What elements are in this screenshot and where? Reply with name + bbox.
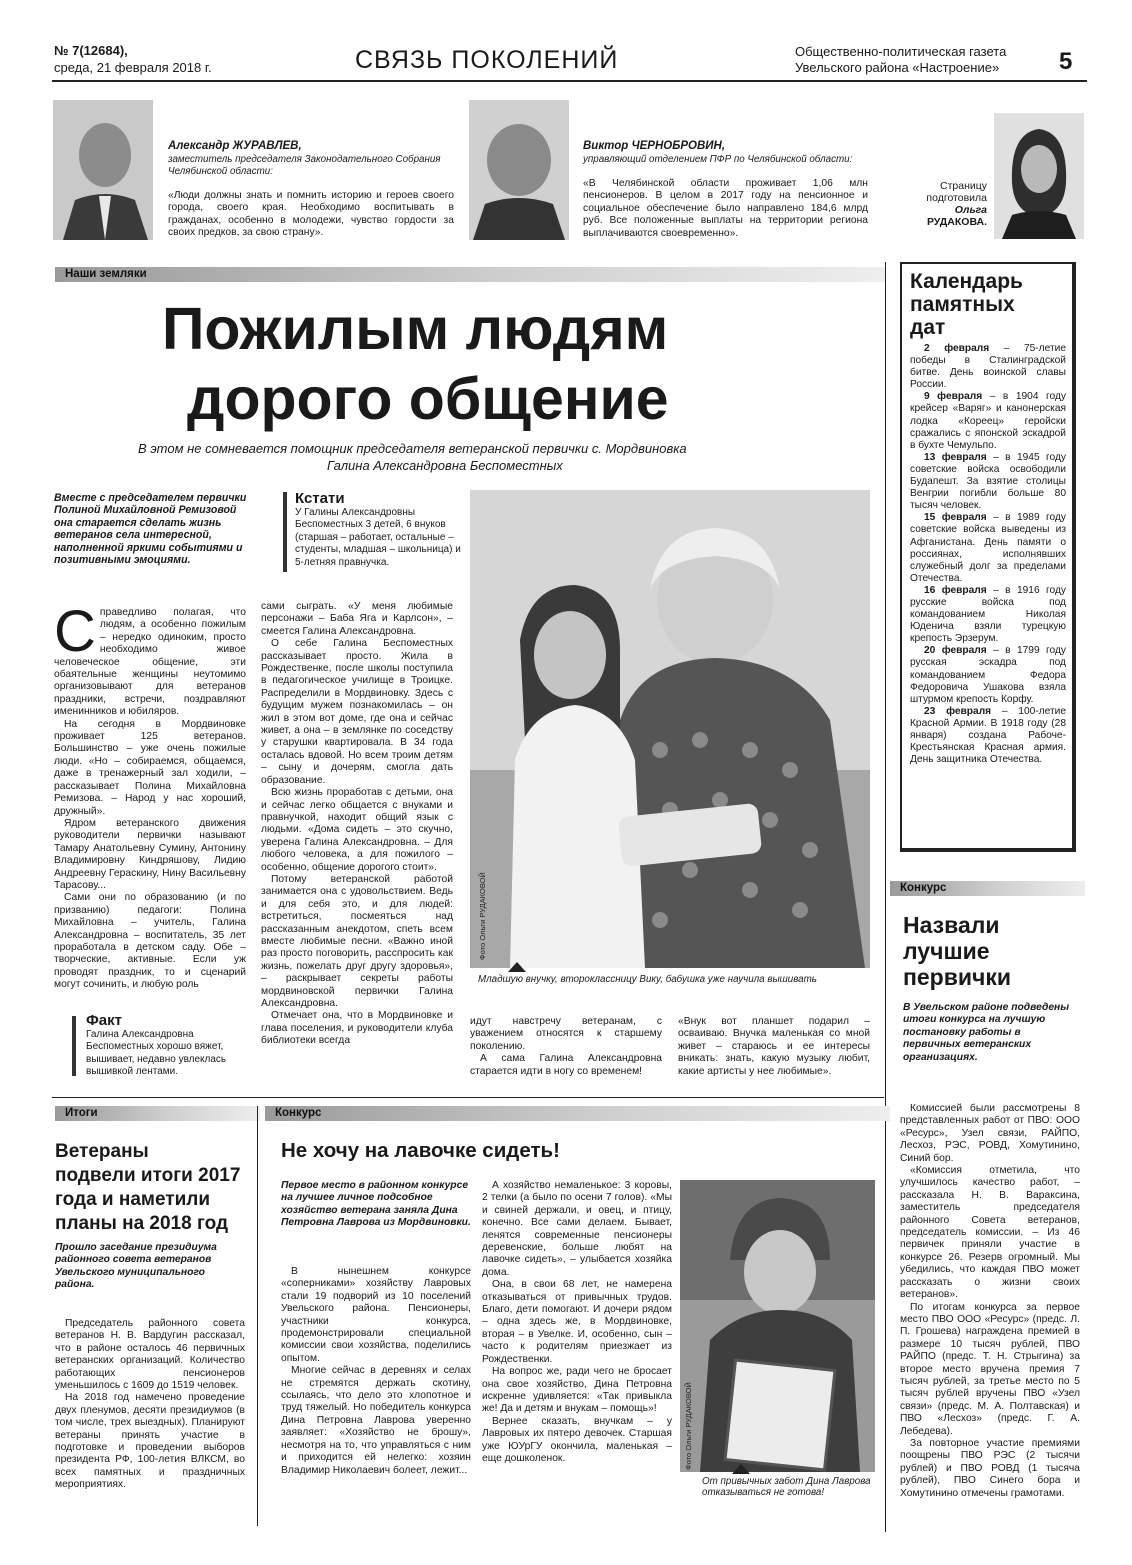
- lavrova-photo-caption: [702, 1476, 877, 1498]
- calendar-entry: 15 февраля – в 1989 году советские войска выведены из Афганистана. День памяти о россиянах, исполнявших служебный долг за пределами Отечества.: [910, 512, 1066, 584]
- main-col2-p2: О себе Галина Беспоместных рассказывает просто. Жила в Рождественке, после школы поступила в педагогическое училище в Троицке. Распределили в Мордвиновку. Здесь с будущим мужем познакомилась – он жил в этом вот доме, где она и сейчас живет, а она – в землянке по соседству у старушки квартировала. В 34 года осталась вдовой. Но всем троим детям – сыну и дочерям, смогла дать образование.: [261, 638, 453, 786]
- konkurs-bottom-col2-p3: На вопрос же, ради чего не бросает она свое хозяйство, Дина Петровна искренне удивляется: «Так привыкла же! Да и детям и внукам – помощь»!: [482, 1366, 672, 1415]
- main-col3-p2: А сама Галина Александровна старается идти в ногу со временем!: [470, 1053, 662, 1077]
- main-rubric: Наши земляки: [55, 267, 885, 282]
- calendar-title-line3: дат: [910, 316, 946, 339]
- itogi-lead: Прошло заседание президиума районного совета ветеранов Увельского муниципального района.: [55, 1242, 217, 1291]
- konkurs-right-p4: За повторное участие премиями поощрены ПВО РЭС (2 тысячи рублей) и ПВО РОВД (1 тысяча рублей), ПВО Синего бора и Хомутинино отмечены грамотами.: [900, 1437, 1080, 1499]
- main-subtitle-line2: Галина Александровна Беспоместных: [327, 458, 563, 473]
- main-column-4: [678, 1016, 870, 1078]
- konkurs-bottom-col1: [281, 1266, 471, 1477]
- issue-date: среда, 21 февраля 2018 г.: [54, 60, 212, 75]
- right-column-rule: [885, 262, 886, 1532]
- calendar-entry: 2 февраля – 75-летие победы в Сталинградской битве. День воинской славы России.: [910, 343, 1066, 391]
- fact-rule: [72, 1016, 76, 1076]
- main-photo: [470, 490, 870, 968]
- lavrova-photo: [680, 1180, 875, 1472]
- main-column-3: [470, 1016, 662, 1078]
- main-column-1: [54, 599, 246, 992]
- main-subtitle-line1: В этом не сомневается помощник председателя ветеранской первички с. Мордвиновка: [138, 441, 687, 456]
- issue-number: № 7(12684),: [54, 43, 128, 58]
- editor-name2: РУДАКОВА.: [926, 216, 987, 228]
- editor-credit: [905, 180, 987, 228]
- main-col2-p3: Всю жизнь проработав с детьми, она и сейчас легко общается с внуками и правнучкой, находит общий язык с людьми. «Дома сидеть – это скучно, уверена Галина Александровна. – Для любого человека, а для пожилого – особенно, общение дорогого стоит».: [261, 787, 453, 873]
- portrait-rudakova: [994, 113, 1084, 239]
- main-column-2: [261, 601, 453, 1048]
- editor-line1: Страницу: [940, 180, 987, 192]
- lavrova-photo-credit: Фото Ольги РУДАКОВОЙ: [684, 1382, 693, 1470]
- konkurs-bottom-rubric: Конкурс: [265, 1106, 890, 1121]
- calendar-entry: 20 февраля – в 1799 году русская эскадра под командованием Федора Федоровича Ушакова взяла штурмом крепость Корфу.: [910, 645, 1066, 705]
- calendar-entry: 16 февраля – в 1916 году русские войска под командованием Николая Юденича взяли турецкую крепость Эрзерум.: [910, 584, 1066, 645]
- section-title: СВЯЗЬ ПОКОЛЕНИЙ: [355, 46, 619, 74]
- konkurs-right-p3: По итогам конкурса за первое место ПВО ООО «Ресурс» (предс. Л. П. Грошева) награждена премией в размере 10 тысяч рублей, ПВО РАЙПО (предс. Т. Н. Стрыгина) за второе место вручена премия 7 тысяч рублей, за третье место по 5 тысяч рублей вручены ПВО «Узел связи» (предс. М. А. Полтавская) и ПВО «Лесхоз» (предс. Г. А. Лебедева).: [900, 1301, 1080, 1437]
- quote2-name: Виктор ЧЕРНОБРОВИН,: [583, 140, 726, 152]
- kstati-text: У Галины Александровны Беспоместных 3 детей, 6 внуков (старшая – работает, остальные – студенты, младшая – школьница) и 5-летняя правнучка.: [295, 507, 461, 568]
- quote1-position: заместитель председателя Законодательного Собрания Челябинской области:: [168, 154, 441, 177]
- paper-name-line1: Общественно-политическая газета: [795, 44, 1007, 59]
- fact-box: [72, 1012, 250, 1079]
- konkurs-right-rubric: Конкурс: [890, 881, 1085, 896]
- editor-name1: Ольга: [954, 204, 987, 216]
- konkurs-bottom-col2-p2: Она, в свои 68 лет, не намерена отказываться от привычных трудов. Благо, дети помогают. И дочери рядом – одна здесь же, в Мордвиновке, вторая – в Увелке. И, особенно, сын – часто к родителям приезжает из Рождественки.: [482, 1279, 672, 1365]
- drop-cap: С: [54, 599, 96, 664]
- bottom-row-rule: [52, 1097, 884, 1098]
- main-photo-credit: Фото Ольги РУДАКОВОЙ: [478, 872, 487, 960]
- konkurs-bottom-col1-p1: В нынешнем конкурсе «соперниками» хозяйству Лавровых стали 19 подворий из 10 поселений Увельского района. Пенсионеры, участники конкурса, продемонстрировали специальной комиссии свои хозяйства, поделились опытом.: [281, 1266, 471, 1364]
- calendar-box: [900, 262, 1076, 852]
- itogi-p1: Председатель районного совета ветеранов Н. В. Вардугин рассказал, что в районе осталось 46 первичных ветеранских организаций. Количество работающих пенсионеров уменьшилось с 1609 до 1519 человек.: [55, 1318, 245, 1392]
- konkurs-bottom-col2-p1: А хозяйство немаленькое: 3 коровы, 2 телки (а было по осени 7 голов). «Мы и свиней держали, и овец, и птицу, конечно. Все сами делаем. Бывает, ленятся современные пенсионеры деревенские, больше любят на лавочке сидеть», – улыбается хозяйка дома.: [482, 1180, 672, 1278]
- header-rule: [52, 80, 1087, 82]
- main-caption-marker: [508, 962, 526, 972]
- fact-text: Галина Александровна Беспоместных хорошо вяжет, вышивает, недавно увлеклась вышивкой лентами.: [86, 1029, 227, 1078]
- main-lead: Вместе с председателем первички Полиной Михайловной Ремизовой она старается сделать жизнь ветеранов села интересной, наполненной яркими событиями и позитивными эмоциями.: [54, 492, 247, 567]
- itogi-divider: [257, 1106, 258, 1526]
- page-number: 5: [1059, 48, 1073, 75]
- itogi-title-line1: Ветераны: [55, 1141, 149, 1162]
- main-col2-p4: Потому ветеранской работой занимается она с удовольствием. Ведь и для себя это, и для людей: встретиться, посмеяться над рассказанным анекдотом, спеть всем вместе любимые песни. «Важно иной раз просто поговорить, расспросить как жизнь, пожелать друг другу здоровья», – раскрывает секреты работы мордвиновской первички Галина Александровна.: [261, 873, 453, 1009]
- paper-name-line2: Увельского района «Настроение»: [795, 60, 1000, 75]
- lavrova-caption-line1: От привычных забот Дина Лаврова: [702, 1476, 871, 1487]
- konkurs-bottom-title: Не хочу на лавочке сидеть!: [281, 1139, 560, 1162]
- main-col1-p2: На сегодня в Мордвиновке проживает 125 ветеранов. Большинство – уже очень пожилые люди. «Но – собираемся, общаемся, даже в тренажерный зал ходили, – рассказывает Полина Михайловна Ремизова. – Народ у нас хороший, дружный».: [54, 718, 246, 817]
- kstati-rule: [283, 492, 287, 572]
- konkurs-right-p2: «Комиссия отметила, что улучшилось качество работ, – рассказала Н. В. Вараксина, заместитель председателя районного Совета ветеранов, председатель комиссии. – Из 46 первичек приняли участие в конкурсе 26. Резерв огромный. Мы убедились, что каждая ПВО может рассказать о жизни своих ветеранов».: [900, 1165, 1080, 1301]
- portrait-chernobrovin: [469, 100, 569, 240]
- main-col1-p3: Ядром ветеранского движения руководители первички называют Тамару Анатольевну Сумину, Антонину Владимировну Киндряшову, Лидию Андреевну Гераскину, Нину Васильевну Тарасову...: [54, 817, 246, 891]
- fact-title: Факт: [86, 1012, 122, 1029]
- itogi-rubric: Итоги: [55, 1106, 260, 1121]
- main-headline-line2: дорого общение: [187, 366, 669, 432]
- kstati-title: Кстати: [295, 490, 345, 507]
- calendar-entry: 23 февраля – 100-летие Красной Армии. В 1918 году (28 января) создана Рабоче-Крестьянская Красная армия. День защитника Отечества.: [910, 705, 1066, 766]
- calendar-entries: [910, 343, 1066, 766]
- main-col1-p4: Сами они по образованию (и по призванию) педагоги: Полина Михайловна – учитель, Галина Александровна – воспитатель, 35 лет проработала в детском саду. Обе – творческие, активные. Если уж проводят праздник, то и сценарий могут сочинить, и любую роль: [54, 892, 246, 991]
- main-col3-p1: идут навстречу ветеранам, с уважением относятся к старшему поколению.: [470, 1016, 662, 1052]
- calendar-title-line1: Календарь: [910, 270, 1023, 293]
- lavrova-caption-marker: [732, 1464, 750, 1474]
- main-col1-p1: праведливо полагая, что людям, а особенно пожилым – нередко одиноким, просто необходимо живое человеческое общение, эти обаятельные женщины неутомимо организовывают для ветеранов праздники, встречи, поздравляют именинников и юбиляров.: [54, 607, 246, 718]
- main-col4-p1: «Внук вот планшет подарил – осваиваю. Внучка маленькая со мной живет – стараюсь и ее интересы вникать: знать, какую музыку любит, какие артисты у нее любимые».: [678, 1016, 870, 1077]
- konkurs-right-body: [900, 1103, 1080, 1500]
- main-col2-p5: Отмечает она, что в Мордвиновке и глава поселения, и руководители клуба библиотеки всегда: [261, 1010, 453, 1047]
- itogi-title-line4: планы на 2018 год: [55, 1213, 229, 1234]
- quote2-position: управляющий отделением ПФР по Челябинской области:: [583, 154, 853, 165]
- konkurs-right-title-line3: первички: [903, 964, 1012, 990]
- konkurs-right-title-line2: лучшие: [903, 938, 990, 964]
- itogi-title-line3: года и наметили: [55, 1189, 211, 1210]
- konkurs-right-title-line1: Назвали: [903, 912, 1000, 938]
- lavrova-caption-line2: отказываться не готова!: [702, 1487, 825, 1498]
- calendar-entry: 9 февраля – в 1904 году крейсер «Варяг» и канонерская лодка «Кореец» геройски сражались с японской эскадрой в бухте Чемульпо.: [910, 391, 1066, 451]
- konkurs-bottom-col2: [482, 1180, 672, 1465]
- main-headline-line1: Пожилым людям: [162, 296, 669, 362]
- quote2-text: «В Челябинской области проживает 1,06 млн пенсионеров. В целом в 2017 году на пенсионное и социальное обеспечение было направлено 184,6 млрд руб. Все положенные выплаты на территории региона выплачиваются своевременно».: [583, 178, 868, 239]
- konkurs-right-p1: Комиссией были рассмотрены 8 представленных работ от ПВО: ООО «Ресурс», Узел связи, РАЙПО, Лесхоз, РЭС, РОВД, Хомутинино, Синий бор.: [900, 1103, 1080, 1164]
- itogi-p2: На 2018 год намечено проведение двух пленумов, десяти президиумов (в том числе, трех выездных). Планируют ветераны принять участие в подготовке и проведении выборов президента РФ, 100-летия ВЛКСМ, во всех памятных и праздничных мероприятиях.: [55, 1392, 245, 1491]
- main-col2-p1: сами сыграть. «У меня любимые персонажи – Баба Яга и Карлсон», – смеется Галина Александровна.: [261, 601, 453, 637]
- konkurs-bottom-col1-p2: Многие сейчас в деревнях и селах не стремятся держать скотину, ссылаясь, что дело это хлопотное и труд тяжелый. Но победитель конкурса Дина Петровна Лаврова уверенно заявляет: «Хозяйство не брошу», несмотря на то, что управляться с ним и приходится ей нелегко: хозяин Владимир Николаевич болеет, лежит...: [281, 1365, 471, 1476]
- konkurs-bottom-lead: Первое место в районном конкурсе на лучшее личное подсобное хозяйство ветерана заняла Дина Петровна Лаврова из Мордвиновки.: [281, 1180, 471, 1229]
- konkurs-right-lead: В Увельском районе подведены итоги конкурса на лучшую постановку работы в первичных ветеранских организациях.: [903, 1002, 1070, 1063]
- main-photo-caption: Младшую внучку, второклассницу Вику, бабушка уже научила вышивать: [478, 974, 817, 985]
- portrait-zhuravlev: [53, 100, 153, 240]
- konkurs-right-title: [903, 912, 1011, 990]
- itogi-title-line2: подвели итоги 2017: [55, 1165, 241, 1186]
- editor-line2: подготовила: [926, 192, 987, 204]
- kstati-box: [283, 490, 465, 569]
- konkurs-bottom-col2-p4: Вернее сказать, внучкам – у Лавровых их пятеро девочек. Старшая уже ЮУрГУ окончила, маленькая – еще дошколенок.: [482, 1415, 672, 1464]
- itogi-body: [55, 1318, 245, 1492]
- itogi-title: [55, 1140, 240, 1236]
- quote1-text: «Люди должны знать и помнить историю и героев своего города, своего края. Необходимо воспитывать в гражданах, особенно в молодежи, чувство гордости за своих предков, за свою страну».: [168, 190, 454, 239]
- quote1-name: Александр ЖУРАВЛЕВ,: [168, 140, 302, 152]
- calendar-entry: 13 февраля – в 1945 году советские войска освободили Будапешт. За взятие столицы Венгрии погибли больше 80 тысяч человек.: [910, 451, 1066, 512]
- calendar-title-line2: памятных: [910, 293, 1015, 316]
